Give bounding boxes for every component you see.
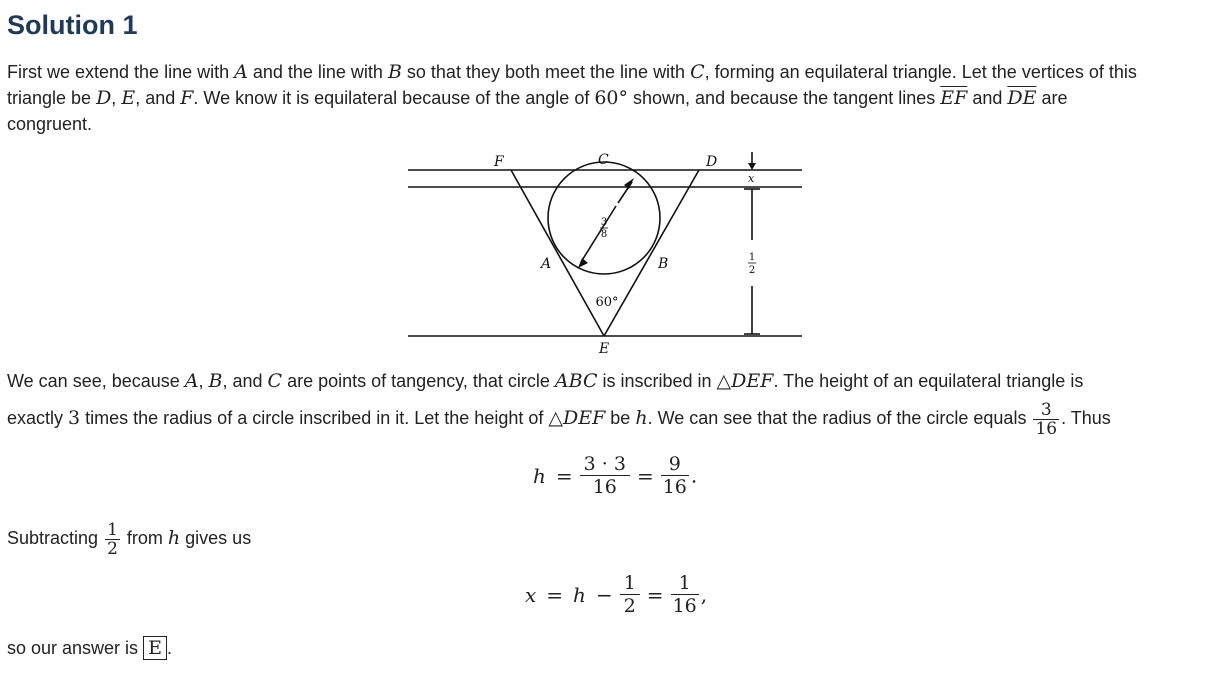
- text: so that they both meet the line with: [401, 62, 691, 82]
- label-D: D: [706, 154, 718, 170]
- label-half-den: 2: [748, 265, 756, 276]
- math-angle: 60°: [594, 87, 629, 109]
- text: gives us: [180, 528, 252, 548]
- text: . Thus: [1061, 408, 1111, 428]
- text: Subtracting: [7, 528, 104, 548]
- triangle-side-DE: [604, 170, 699, 336]
- eq-x: x: [525, 582, 537, 607]
- eq-h: h: [533, 463, 546, 488]
- eq-equals: =: [546, 582, 564, 607]
- text: We can see, because: [7, 371, 185, 391]
- text: , and: [222, 371, 268, 391]
- text: and: [967, 88, 1008, 108]
- paragraph-2-line-2: [7, 398, 1111, 438]
- radius-arrowhead-lower: [578, 258, 588, 268]
- eq-h: h: [573, 582, 586, 607]
- math-C: C: [690, 61, 705, 83]
- label-B: B: [658, 256, 669, 272]
- fraction-numerator: 1: [107, 519, 118, 540]
- equation-x: [520, 572, 707, 617]
- label-F: F: [494, 154, 504, 170]
- text: triangle be: [7, 88, 97, 108]
- equation-height: [528, 453, 697, 498]
- label-half-num: 1: [748, 252, 756, 263]
- math-segment-DE: $\overline{DE}$: [1007, 87, 1037, 109]
- text: so our answer is: [7, 638, 144, 658]
- eq-equals: =: [555, 463, 573, 488]
- fraction-denominator: 16: [592, 476, 617, 498]
- label-E: E: [599, 341, 610, 357]
- math-h: h: [167, 527, 181, 549]
- math-D: D: [96, 87, 112, 109]
- eq-period: .: [690, 463, 698, 488]
- math-F: F: [180, 87, 194, 109]
- label-radius-num: 3: [600, 217, 608, 228]
- paragraph-2-line-1: [7, 369, 1083, 393]
- text: , and: [135, 88, 181, 108]
- math-B: B: [208, 370, 223, 392]
- answer-box: E: [143, 636, 167, 660]
- fraction-numerator: 1: [620, 572, 640, 595]
- fraction-numerator: 3: [1033, 401, 1059, 420]
- fraction-numerator: 3 · 3: [580, 453, 630, 476]
- text: times the radius of a circle inscribed in it. Let the height of: [80, 408, 549, 428]
- fraction-3x3-over-16: [580, 453, 630, 498]
- text: exactly: [7, 408, 69, 428]
- text: and the line with: [247, 62, 388, 82]
- math-triangle-DEF: △DEF: [548, 407, 606, 429]
- text: . We can see that the radius of the circle equals: [647, 408, 1032, 428]
- label-angle: 60°: [595, 295, 619, 310]
- radius-fraction: [1033, 401, 1059, 438]
- eq-minus: −: [595, 582, 613, 607]
- math-E: E: [121, 87, 136, 109]
- paragraph-1-line-1: [7, 60, 1137, 84]
- x-arrowhead: [748, 163, 756, 170]
- text: .: [166, 638, 172, 658]
- eq-equals: =: [636, 463, 654, 488]
- radius-lower: [581, 206, 616, 262]
- fraction-denominator: 16: [662, 476, 687, 498]
- fraction-numerator: 1: [671, 572, 699, 595]
- solution-heading: Solution 1: [7, 10, 138, 40]
- math-3: 3: [68, 407, 81, 429]
- fraction-denominator: 16: [672, 595, 697, 617]
- math-A: A: [234, 61, 248, 83]
- text: is inscribed in: [597, 371, 717, 391]
- paragraph-4: [7, 636, 172, 660]
- math-B: B: [387, 61, 402, 83]
- paragraph-1-line-3: congruent.: [7, 114, 93, 134]
- text: from: [121, 528, 168, 548]
- fraction-denominator: 2: [623, 595, 636, 617]
- eq-comma: ,: [700, 582, 708, 607]
- label-radius-den: 8: [600, 229, 608, 240]
- math-triangle-DEF: △DEF: [716, 370, 774, 392]
- label-C: C: [598, 152, 609, 168]
- text: , forming an equilateral triangle. Let the vertices of this: [704, 62, 1137, 82]
- text: ,: [198, 371, 209, 391]
- fraction-9-over-16: [661, 453, 689, 498]
- fraction-1-over-2: [620, 572, 640, 617]
- geometry-diagram: [400, 148, 810, 360]
- math-A: A: [184, 370, 199, 392]
- fraction-denominator: 2: [107, 538, 118, 559]
- text: are points of tangency, that circle: [282, 371, 555, 391]
- fraction-denominator: 16: [1035, 418, 1058, 439]
- text: . We know it is equilateral because of the angle of: [193, 88, 595, 108]
- math-ABC: ABC: [554, 370, 598, 392]
- label-x: x: [748, 172, 755, 185]
- math-C: C: [267, 370, 283, 392]
- fraction-1-over-16: [671, 572, 699, 617]
- text: be: [605, 408, 636, 428]
- math-h: h: [635, 407, 648, 429]
- triangle-side-FE: [511, 170, 604, 336]
- paragraph-3: [7, 516, 251, 560]
- text: ,: [111, 88, 122, 108]
- eq-equals: =: [646, 582, 664, 607]
- text: First we extend the line with: [7, 62, 235, 82]
- text: shown, and because the tangent lines: [628, 88, 941, 108]
- label-A: A: [541, 256, 552, 272]
- paragraph-1-line-2: [7, 86, 1068, 110]
- text: are: [1036, 88, 1068, 108]
- half-fraction: [105, 521, 120, 558]
- fraction-numerator: 9: [661, 453, 689, 476]
- text: . The height of an equilateral triangle is: [773, 371, 1084, 391]
- math-segment-EF: $\overline{EF}$: [940, 87, 968, 109]
